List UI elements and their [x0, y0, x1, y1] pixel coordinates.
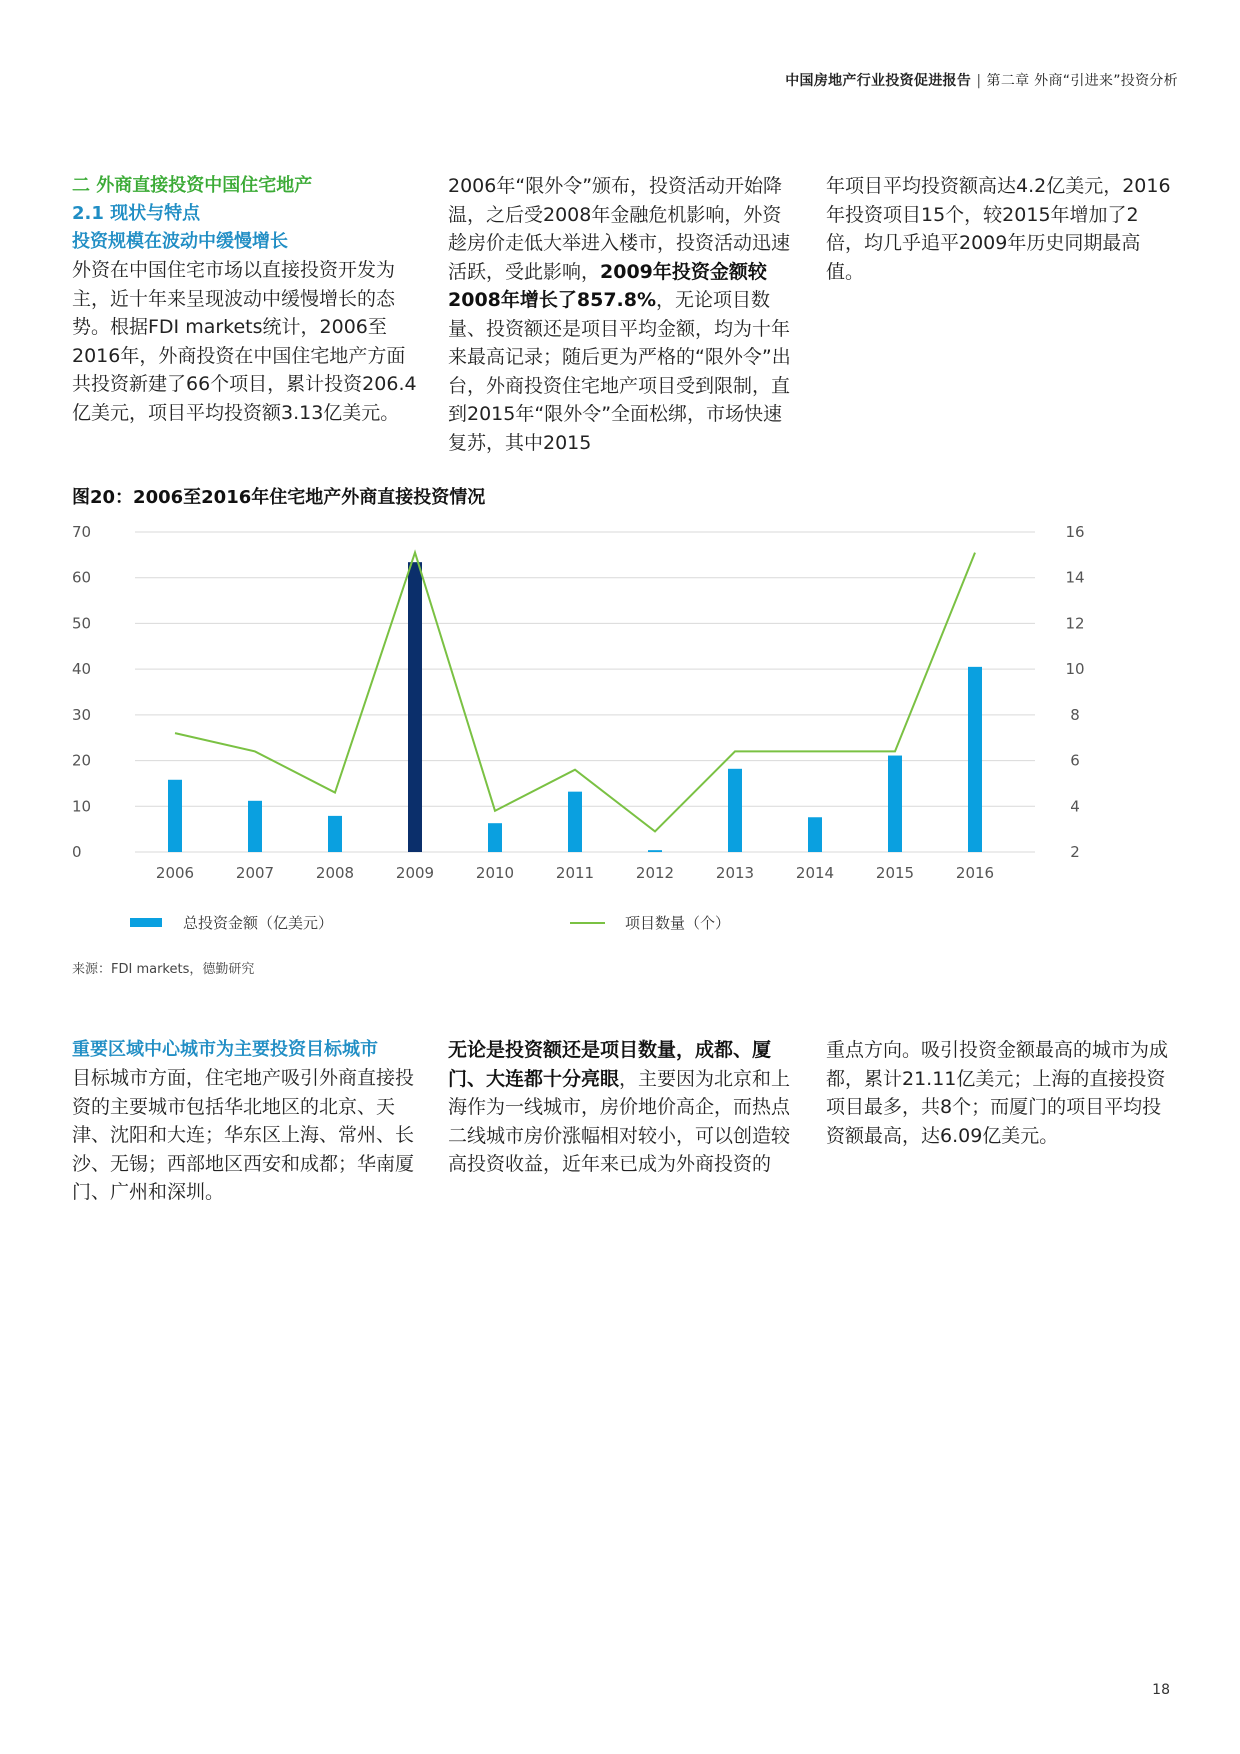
investment-chart	[60, 520, 1085, 940]
left-axis-tick-label: 40	[72, 660, 92, 679]
bar	[408, 562, 422, 852]
legend-swatch-bar	[130, 918, 162, 927]
bar	[648, 850, 662, 852]
left-axis-tick-label: 70	[72, 523, 92, 541]
section2-col2	[448, 1036, 793, 1179]
right-axis-tick-label: 12	[1065, 614, 1085, 633]
body-text: ，主要因为北京和上海作为一线城市，房价地价高企，而热点二线城市房价涨幅相对较小，可以创造较高投资收益，近年来已成为外商投资的	[448, 1067, 791, 1175]
bar	[328, 816, 342, 852]
subsection-heading: 2.1 现状与特点	[72, 203, 201, 224]
x-axis-tick-label: 2010	[475, 864, 515, 882]
bar	[248, 801, 262, 852]
body-paragraph: 年项目平均投资额高达4.2亿美元，2016年投资项目15个，较2015年增加了2倍，均几乎追平2009年历史同期最高值。	[826, 175, 1171, 283]
x-axis-tick-label: 2009	[395, 864, 435, 882]
right-axis-tick-label: 8	[1070, 705, 1080, 724]
bar	[168, 780, 182, 852]
section2-heading: 重要区域中心城市为主要投资目标城市	[72, 1039, 378, 1060]
section2-col3	[826, 1036, 1171, 1150]
right-axis-tick-label: 2	[1070, 843, 1080, 861]
bar	[488, 823, 502, 852]
figure-title: 图20：2006至2016年住宅地产外商直接投资情况	[72, 487, 486, 508]
left-axis-tick-label: 10	[72, 797, 92, 816]
x-axis-tick-label: 2007	[235, 864, 275, 882]
bar	[568, 792, 582, 852]
bar	[968, 667, 982, 852]
report-title: 中国房地产行业投资促进报告	[785, 73, 972, 89]
x-axis-tick-label: 2006	[155, 864, 195, 882]
left-axis-tick-label: 20	[72, 751, 92, 770]
section1-col2	[448, 172, 793, 457]
section1-col3	[826, 172, 1171, 286]
left-axis-tick-label: 30	[72, 705, 92, 724]
section-heading: 二 外商直接投资中国住宅地产	[72, 175, 313, 196]
x-axis-tick-label: 2011	[555, 864, 595, 882]
left-axis-tick-label: 60	[72, 568, 92, 587]
x-axis-tick-label: 2008	[315, 864, 355, 882]
body-text: 2006年“限外令”颁布，投资活动开始降温，之后受2008年金融危机影响，外资趁房价走低大举进入楼市，投资活动迅速活跃，受此影响，	[448, 175, 791, 283]
body-paragraph	[448, 172, 793, 457]
bold-highlight: 2009年投资金额较2008年增长了857.8%	[448, 260, 767, 311]
bar	[808, 817, 822, 852]
right-axis-tick-label: 14	[1065, 568, 1085, 587]
bold-highlight: 无论是投资额还是项目数量，成都、厦门、大连都十分亮眼	[448, 1039, 772, 1090]
body-paragraph: 外资在中国住宅市场以直接投资开发为主，近十年来呈现波动中缓慢增长的态势。根据FDI markets统计，2006至2016年，外商投资在中国住宅地产方面共投资新建了66个项目，累计投资206.4亿美元，项目平均投资额3.13亿美元。	[72, 259, 417, 424]
body-text: ，无论项目数量、投资额还是项目平均金额，均为十年来最高记录；随后更为严格的“限外令”出台，外商投资住宅地产项目受到限制，直到2015年“限外令”全面松绑，市场快速复苏，其中2015	[448, 289, 791, 454]
x-axis-tick-label: 2015	[875, 864, 915, 882]
section2-col1	[72, 1036, 417, 1207]
body-paragraph: 目标城市方面，住宅地产吸引外商直接投资的主要城市包括华北地区的北京、天津、沈阳和大连；华东区上海、常州、长沙、无锡；西部地区西安和成都；华南厦门、广州和深圳。	[72, 1067, 415, 1203]
x-axis-tick-label: 2016	[955, 864, 995, 882]
page-header	[785, 70, 1178, 90]
left-axis-tick-label: 50	[72, 614, 92, 633]
x-axis-tick-label: 2014	[795, 864, 835, 882]
x-axis-tick-label: 2012	[635, 864, 675, 882]
x-axis-tick-label: 2013	[715, 864, 755, 882]
right-axis-tick-label: 10	[1065, 660, 1085, 679]
series-line	[175, 553, 975, 832]
right-axis-tick-label: 6	[1070, 751, 1080, 770]
figure-source: 来源：FDI markets，德勤研究	[72, 962, 255, 977]
bar	[728, 769, 742, 852]
page-number: 18	[1152, 1682, 1170, 1698]
right-axis-tick-label: 4	[1070, 797, 1080, 816]
chapter-title: 第二章 外商“引进来”投资分析	[986, 73, 1178, 89]
topic-heading: 投资规模在波动中缓慢增长	[72, 231, 288, 252]
bar	[888, 756, 902, 852]
legend-label: 项目数量（个）	[625, 914, 731, 932]
left-axis-tick-label: 0	[72, 843, 82, 861]
body-paragraph: 重点方向。吸引投资金额最高的城市为成都，累计21.11亿美元；上海的直接投资项目最多，共8个；而厦门的项目平均投资额最高，达6.09亿美元。	[826, 1039, 1169, 1147]
right-axis-tick-label: 16	[1065, 523, 1085, 541]
header-separator: |	[976, 73, 982, 89]
body-paragraph	[448, 1036, 793, 1179]
legend-label: 总投资金额（亿美元）	[183, 914, 334, 932]
section1-col1	[72, 172, 417, 427]
